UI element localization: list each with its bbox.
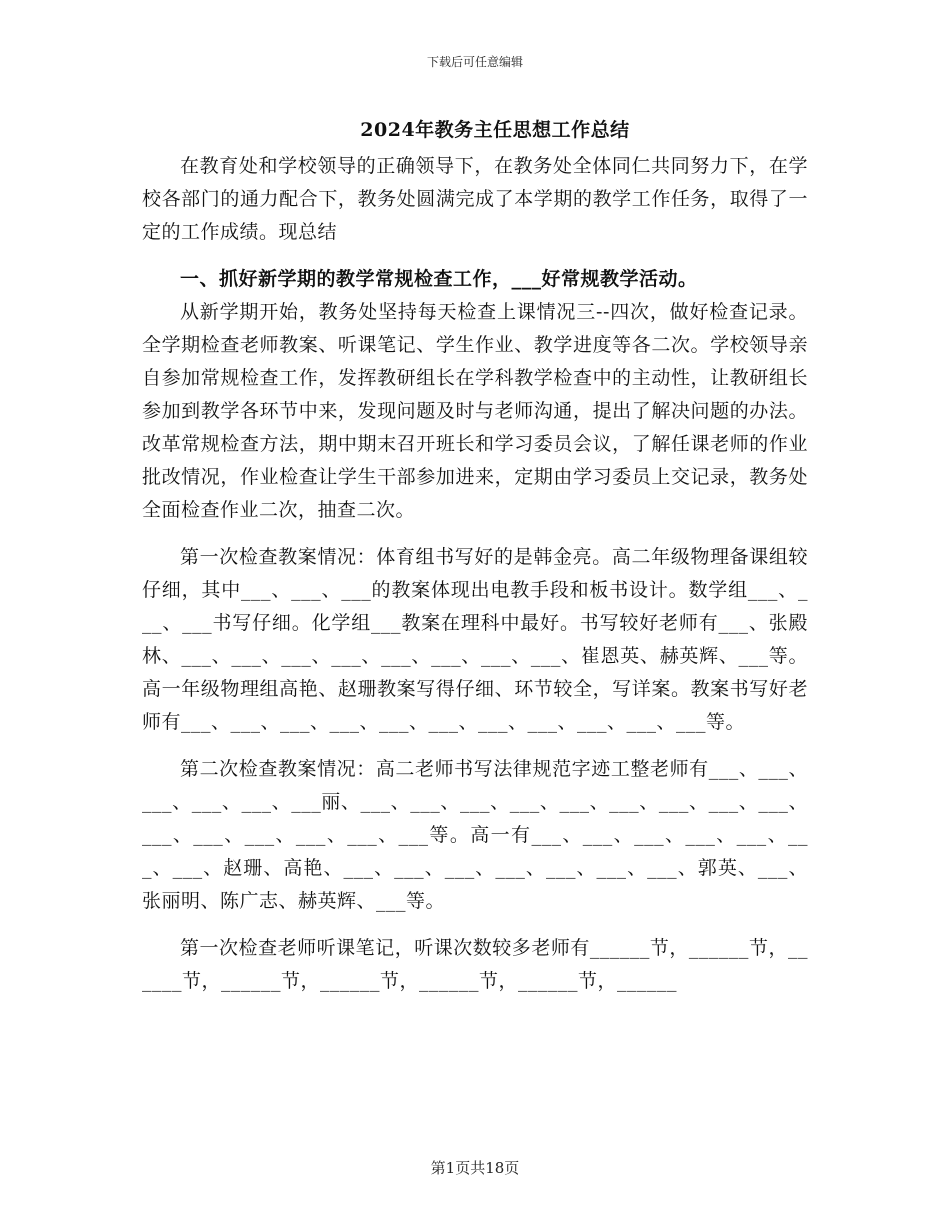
lecture-notes-check-paragraph: 第一次检查老师听课笔记，听课次数较多老师有______节，______节，______节，______节，______节，______节，______节，______ [142, 937, 808, 992]
header-note: 下载后可任意编辑 [426, 55, 523, 69]
intro-paragraph: 在教育处和学校领导的正确领导下，在教务处全体同仁共同努力下，在学校各部门的通力配合下，教务处圆满完成了本学期的教学工作任务，取得了一定的工作成绩。现总结 [142, 155, 808, 243]
page-number: 第1页共18页 [430, 1159, 520, 1177]
document-body [142, 150, 808, 998]
document-title: 2024年教务主任思想工作总结 [360, 119, 630, 141]
section-heading-1: 一、抓好新学期的教学常规检查工作，___好常规教学活动。 [180, 268, 698, 290]
section-1-paragraph: 从新学期开始，教务处坚持每天检查上课情况三--四次，做好检查记录。全学期检查老师教案、听课笔记、学生作业、教学进度等各二次。学校领导亲自参加常规检查工作，发挥教研组长在学科教学检查中的主动性，让教研组长参加到教学各环节中来，发现问题及时与老师沟通，提出了解决问题的办法。改革常规检查方法，期中期末召开班长和学习委员会议，了解任课老师的作业批改情况，作业检查让学生干部参加进来，定期由学习委员上交记录，教务处全面检查作业二次，抽查二次。 [142, 301, 808, 521]
first-lesson-plan-check-paragraph: 第一次检查教案情况：体育组书写好的是韩金亮。高二年级物理备课组较仔细，其中___、___、___的教案体现出电教手段和板书设计。数学组___、___、___书写仔细。化学组___教案在理科中最好。书写较好老师有___、张殿林、___、___、___、___、___、___、___、___、崔恩英、赫英辉、___等。高一年级物理组高艳、赵珊教案写得仔细、环节较全，写详案。教案书写好老师有___、___、___、___、___、___、___、___、___、___、___等。 [142, 546, 808, 733]
second-lesson-plan-check-paragraph: 第二次检查教案情况：高二老师书写法律规范字迹工整老师有___、___、___、___、___、___丽、___、___、___、___、___、___、___、___、___、___、___、___、___、___、___等。高一有___、___、___、___、___、___、___、赵珊、高艳、___、___、___、___、___、___、___、郭英、___、张丽明、陈广志、赫英辉、___等。 [142, 758, 808, 912]
